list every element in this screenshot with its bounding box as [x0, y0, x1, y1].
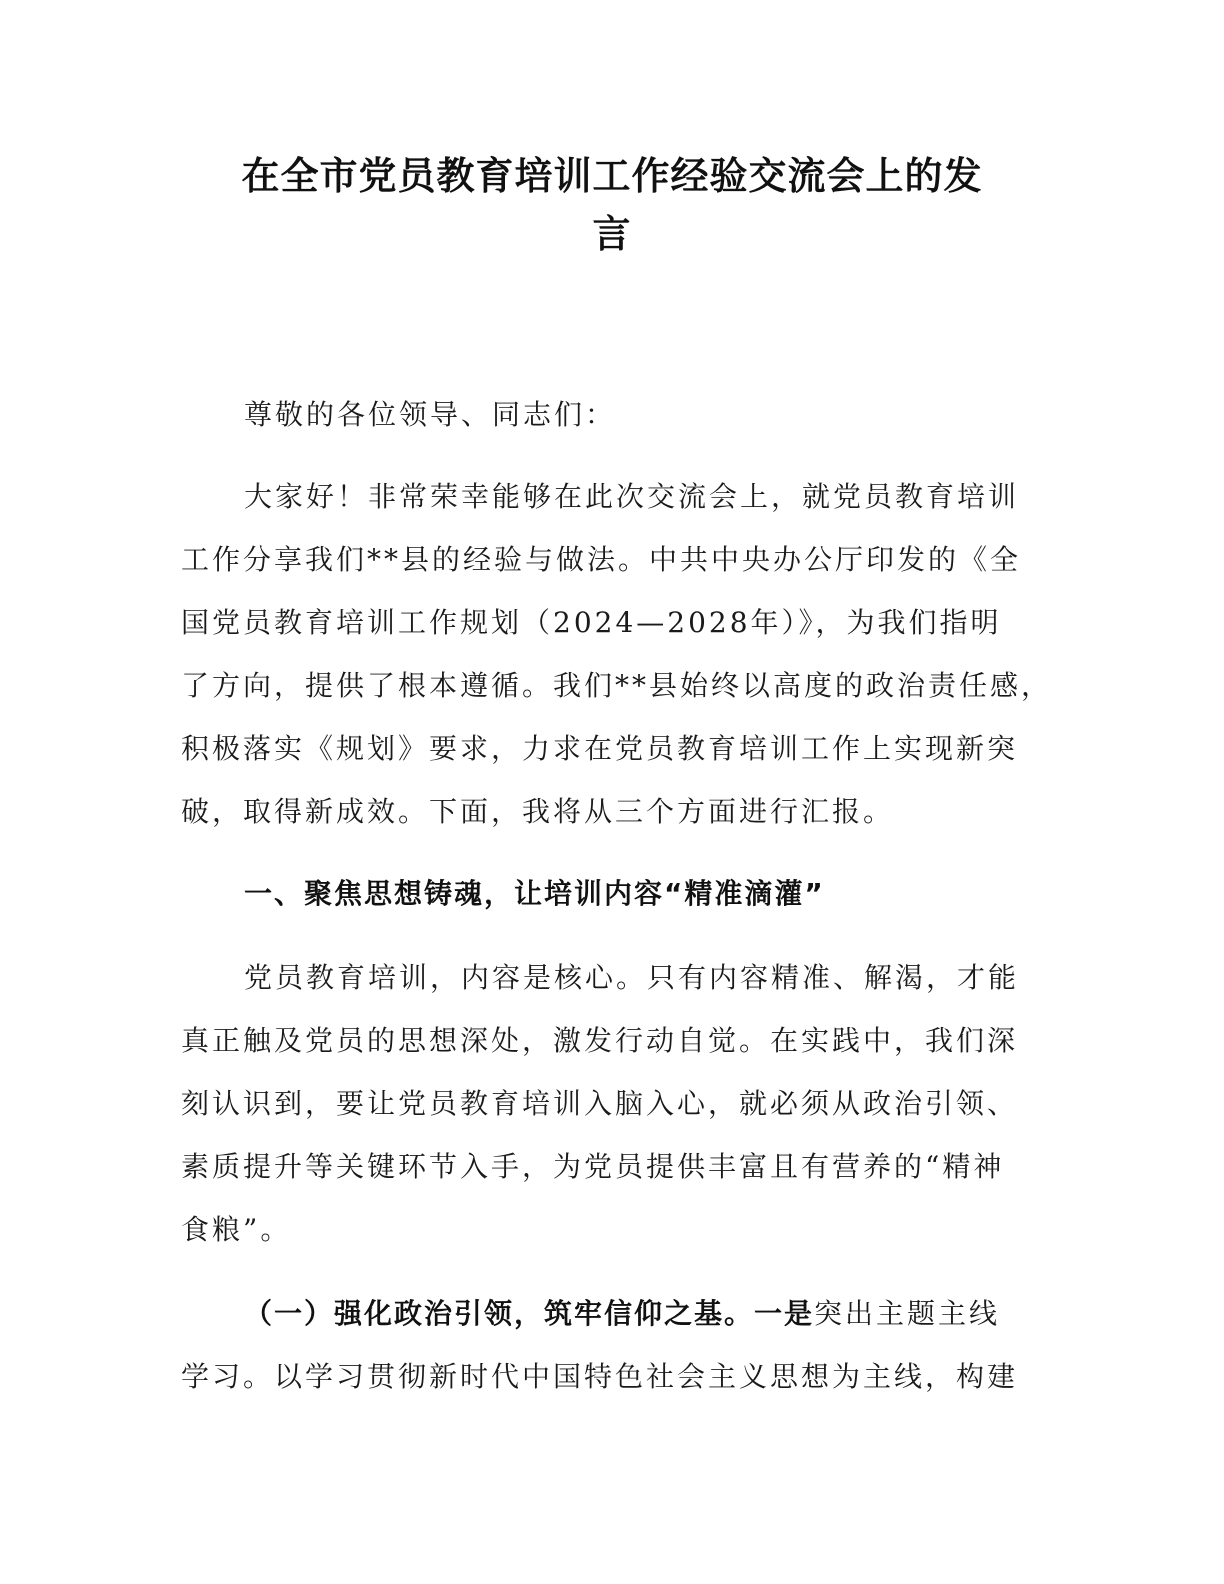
document-title [150, 147, 1074, 263]
title-line-2: 言 [592, 212, 632, 256]
intro-line-2: 工作分享我们**县的经验与做法。中共中央办公厅印发的《全 [181, 543, 1022, 576]
title-line-1: 在全市党员教育培训工作经验交流会上的发 [241, 154, 983, 198]
section-1-line-4: 素质提升等关键环节入手，为党员提供丰富且有营养的“精神 [181, 1150, 1005, 1183]
salutation: 尊敬的各位领导、同志们： [244, 398, 617, 431]
intro-line-4: 了方向，提供了根本遵循。我们**县始终以高度的政治责任感， [181, 669, 1053, 702]
section-1-heading: 一、聚焦思想铸魂，让培训内容“精准滴灌” [244, 877, 825, 910]
subsection-1-line-2: 学习。以学习贯彻新时代中国特色社会主义思想为主线，构建 [181, 1360, 1019, 1393]
intro-line-3: 国党员教育培训工作规划（2024—2028年）》，为我们指明 [181, 606, 1002, 639]
intro-line-5: 积极落实《规划》要求，力求在党员教育培训工作上实现新突 [181, 732, 1019, 765]
section-1-line-2: 真正触及党员的思想深处，激发行动自觉。在实践中，我们深 [181, 1024, 1019, 1057]
intro-line-6: 破，取得新成效。下面，我将从三个方面进行汇报。 [181, 795, 895, 828]
intro-line-1: 大家好！非常荣幸能够在此次交流会上，就党员教育培训 [244, 480, 1020, 513]
section-1-line-5: 食粮”。 [181, 1213, 292, 1246]
subsection-1-line-1 [244, 1294, 1000, 1334]
subsection-1-lead: 一是 [754, 1297, 815, 1330]
section-1-line-3: 刻认识到，要让党员教育培训入脑入心，就必须从政治引领、 [181, 1087, 1019, 1120]
section-1-line-1: 党员教育培训，内容是核心。只有内容精准、解渴，才能 [244, 961, 1020, 994]
subsection-1-text-1: 突出主题主线 [814, 1297, 1001, 1330]
subsection-1-heading: （一）强化政治引领，筑牢信仰之基。 [244, 1297, 755, 1330]
